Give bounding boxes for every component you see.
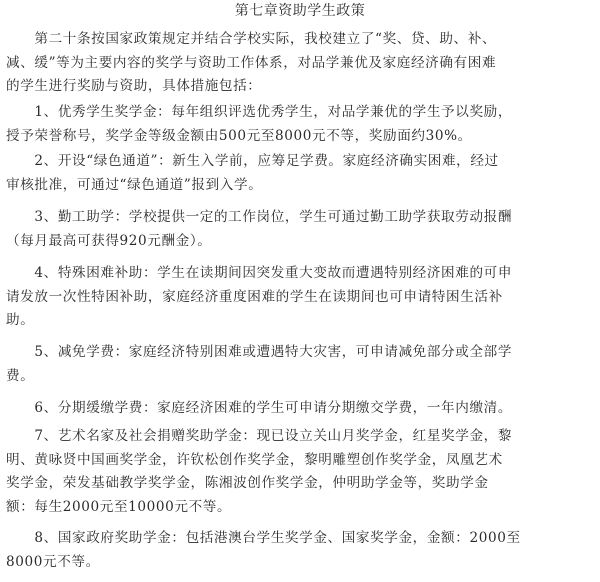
text-line: 8000元不等。 [6, 553, 100, 570]
text-line: 明、黄咏贤中国画奖学金，许钦松创作奖学金，黎明雕塑创作奖学金，凤凰艺术 [6, 451, 503, 468]
text-line: 费。 [6, 367, 35, 384]
text-line: 7、艺术名家及社会捐赠奖助学金：现已设立关山月奖学金，红星奖学金，黎 [6, 428, 513, 444]
paragraph-item-5 [6, 341, 596, 388]
text-line: 第二十条按国家政策规定并结合学校实际，我校建立了“奖、贷、助、补、 [6, 31, 497, 47]
text-line: 审核批准，可通过“绿色通道”报到入学。 [6, 176, 263, 193]
text-line: 减、缓”等为主要内容的奖学与资助工作体系，对品学兼优及家庭经济确有困难 [6, 54, 497, 71]
paragraph-item-1 [6, 101, 596, 148]
paragraph-item-7 [6, 425, 596, 519]
text-line: 8、国家政府奖助学金：包括港澳台学生奖学金、国家奖学金，金额：2000至 [6, 530, 521, 546]
text-line: 奖学金，荣发基础教学奖学金，陈湘波创作奖学金，仲明助学金等，奖助学金 [6, 475, 489, 491]
text-line: 5、减免学费：家庭经济特别困难或遭遇特大灾害，可申请减免部分或全部学 [6, 344, 513, 360]
text-line: 请发放一次性特困补助，家庭经济重度困难的学生在读期间也可申请特困生活补 [6, 288, 503, 305]
paragraph-item-3 [6, 206, 596, 253]
text-line: 助。 [6, 312, 35, 328]
paragraph-item-8 [6, 527, 596, 574]
text-line: 的学生进行奖励与资助，具体措施包括： [6, 78, 262, 94]
paragraph-item-4 [6, 262, 596, 333]
text-line: 授予荣誉称号，奖学金等级金额由500元至8000元不等，奖励面约30%。 [6, 127, 472, 144]
text-line: 4、特殊困难补助：学生在读期间因突发重大变故而遭遇特别经济困难的可申 [6, 265, 513, 281]
chapter-title: 第七章资助学生政策 [234, 3, 366, 19]
text-line: 6、分期缓缴学费：家庭经济困难的学生可申请分期缴交学费，一年内缴清。 [6, 400, 513, 416]
paragraph-item-2 [6, 150, 596, 197]
text-line: 1、优秀学生奖学金：每年组织评选优秀学生，对品学兼优的学生予以奖励， [6, 104, 513, 120]
text-line: （每月最高可获得920元酬金）。 [6, 232, 212, 249]
text-line: 额：每生2000元至10000元不等。 [6, 498, 232, 515]
paragraph-article-20 [6, 28, 596, 99]
text-line: 2、开设“绿色通道”：新生入学前，应筹足学费。家庭经济确实困难，经过 [6, 153, 499, 169]
text-line: 3、勤工助学：学校提供一定的工作岗位，学生可通过勤工助学获取劳动报酬 [6, 209, 513, 225]
paragraph-item-6 [6, 397, 596, 421]
